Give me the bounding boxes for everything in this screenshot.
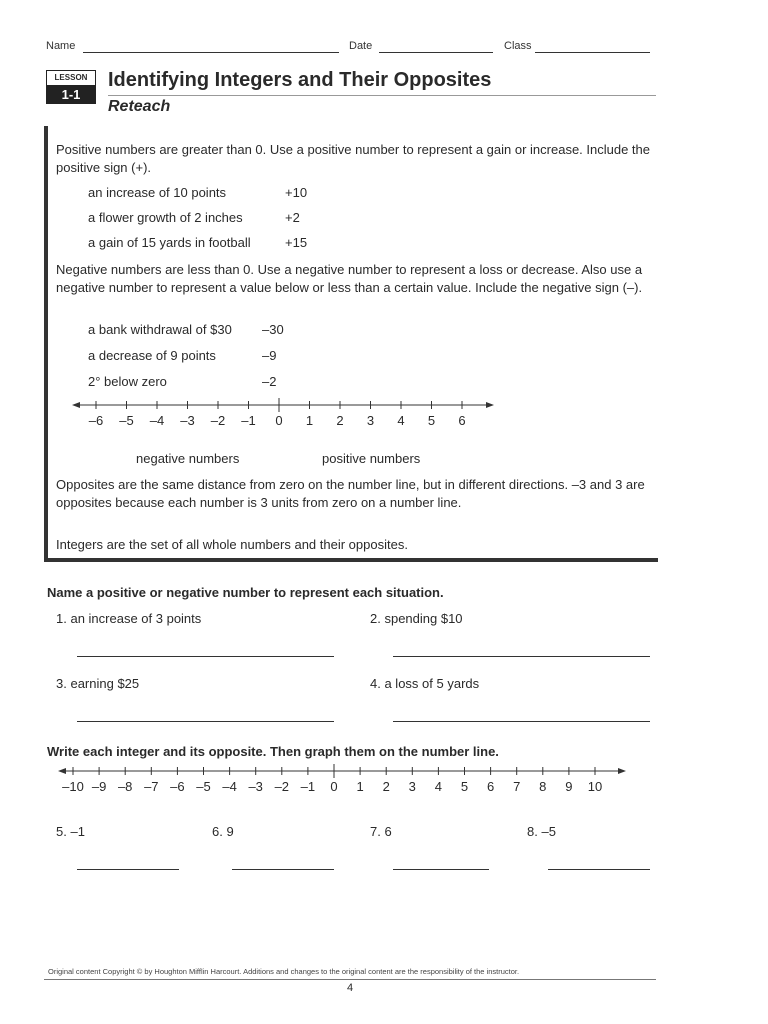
number-line-small	[70, 398, 500, 414]
number-line-label: –10	[62, 779, 84, 794]
negative-example-text: a bank withdrawal of $30	[88, 322, 232, 337]
positive-example-value: +15	[285, 235, 308, 250]
number-line-label: –1	[241, 413, 256, 428]
positive-numbers-label: positive numbers	[322, 451, 421, 466]
negative-example-value: –9	[262, 348, 277, 363]
question-number: 6.	[212, 824, 223, 839]
number-line-label: 6	[458, 413, 466, 428]
question-text: an increase of 3 points	[70, 611, 202, 626]
number-line-label: 2	[382, 779, 390, 794]
question-text: –5	[541, 824, 556, 839]
lesson-label: LESSON	[46, 70, 96, 86]
question-text: 9	[226, 824, 234, 839]
number-line-label: –8	[117, 779, 133, 794]
positive-example-text: a gain of 15 yards in football	[88, 235, 251, 250]
page-title: Identifying Integers and Their Opposites	[108, 69, 492, 91]
answer-blank-8[interactable]	[548, 869, 650, 870]
question-number: 8.	[527, 824, 538, 839]
question-number: 3.	[56, 676, 67, 691]
answer-blank-7[interactable]	[393, 869, 489, 870]
question-2	[370, 611, 463, 626]
question-number: 2.	[370, 611, 381, 626]
question-number: 7.	[370, 824, 381, 839]
answer-blank-4[interactable]	[393, 721, 650, 722]
number-line-label: –9	[91, 779, 107, 794]
name-label: Name	[46, 40, 76, 52]
date-blank[interactable]	[379, 52, 493, 53]
positive-example-value: +2	[285, 210, 300, 225]
number-line-label: 4	[397, 413, 405, 428]
number-line-label: –7	[144, 779, 159, 794]
number-line-label: 0	[275, 413, 283, 428]
class-blank[interactable]	[535, 52, 650, 53]
number-line-label: –3	[248, 779, 263, 794]
number-line-label: –1	[300, 779, 316, 794]
answer-blank-1[interactable]	[77, 656, 334, 657]
negative-example-text: 2° below zero	[88, 374, 167, 389]
positive-example-text: an increase of 10 points	[88, 185, 227, 200]
negative-intro: Negative numbers are less than 0. Use a negative number to represent a loss or decrease. Also use a negative number to represent a value below or less than a certain value. Include the negative sign (–).	[56, 262, 643, 295]
footer-divider	[44, 979, 656, 980]
copyright-note: Original content Copyright © by Houghton Mifflin Harcourt. Additions and changes to the original content are the responsibility of the instructor.	[48, 967, 520, 976]
number-line-label: –2	[274, 779, 290, 794]
section2-heading: Write each integer and its opposite. Then graph them on the number line.	[47, 744, 499, 759]
question-1	[56, 611, 201, 626]
number-line-large[interactable]	[56, 764, 630, 780]
answer-blank-3[interactable]	[77, 721, 334, 722]
answer-blank-6[interactable]	[232, 869, 334, 870]
number-line-label: 3	[366, 413, 375, 428]
answer-blank-2[interactable]	[393, 656, 650, 657]
number-line-label: –6	[88, 413, 104, 428]
positive-intro: Positive numbers are greater than 0. Use a positive number to represent a gain or increase. Include the positive sign (+).	[56, 142, 650, 175]
negative-example-value: –30	[262, 322, 284, 337]
opposites-text: Opposites are the same distance from zero on the number line, but in different directions. –3 and 3 are opposites because each number is 3 units from zero on a number line.	[56, 477, 645, 510]
section1-heading: Name a positive or negative number to represent each situation.	[47, 585, 444, 600]
page-subtitle: Reteach	[108, 98, 171, 115]
reteach-box-border-left	[44, 126, 48, 562]
question-4	[370, 676, 479, 691]
question-8	[527, 824, 556, 839]
title-divider	[108, 95, 656, 96]
question-text: –1	[70, 824, 85, 839]
number-line-label: –4	[149, 413, 165, 428]
number-line-label: –5	[196, 779, 211, 794]
reteach-box-border-bottom	[44, 558, 658, 562]
number-line-label: 0	[330, 779, 338, 794]
number-line-label: 1	[305, 413, 314, 428]
answer-blank-5[interactable]	[77, 869, 179, 870]
number-line-label: 4	[434, 779, 442, 794]
question-text: spending $10	[384, 611, 463, 626]
question-3	[56, 676, 139, 691]
number-line-label: 8	[539, 779, 547, 794]
number-line-label: –3	[180, 413, 195, 428]
question-text: earning $25	[70, 676, 140, 691]
date-label: Date	[349, 40, 373, 52]
number-line-label: –5	[119, 413, 134, 428]
question-number: 5.	[56, 824, 67, 839]
number-line-label: –4	[222, 779, 237, 794]
question-6	[212, 824, 234, 839]
negative-numbers-label: negative numbers	[136, 451, 240, 466]
name-blank[interactable]	[83, 52, 339, 53]
number-line-label: –6	[170, 779, 185, 794]
lesson-number: 1-1	[46, 85, 96, 104]
question-number: 4.	[370, 676, 381, 691]
positive-example-value: +10	[285, 185, 308, 200]
number-line-label: 6	[486, 779, 495, 794]
question-text: a loss of 5 yards	[384, 676, 480, 691]
number-line-label: 2	[336, 413, 344, 428]
integers-definition: Integers are the set of all whole numbers and their opposites.	[56, 537, 408, 552]
question-text: 6	[384, 824, 392, 839]
page-number: 4	[346, 982, 354, 994]
number-line-label: 10	[587, 779, 603, 794]
positive-example-text: a flower growth of 2 inches	[88, 210, 243, 225]
negative-example-value: –2	[262, 374, 277, 389]
class-label: Class	[504, 40, 532, 52]
number-line-label: 1	[356, 779, 364, 794]
number-line-label: –2	[210, 413, 226, 428]
negative-example-text: a decrease of 9 points	[88, 348, 216, 363]
number-line-label: 7	[513, 779, 521, 794]
question-number: 1.	[56, 611, 67, 626]
number-line-label: 5	[427, 413, 436, 428]
question-7	[370, 824, 392, 839]
number-line-label: 9	[565, 779, 573, 794]
lesson-badge	[46, 70, 96, 104]
number-line-label: 5	[460, 779, 469, 794]
question-5	[56, 824, 85, 839]
number-line-label: 3	[408, 779, 416, 794]
